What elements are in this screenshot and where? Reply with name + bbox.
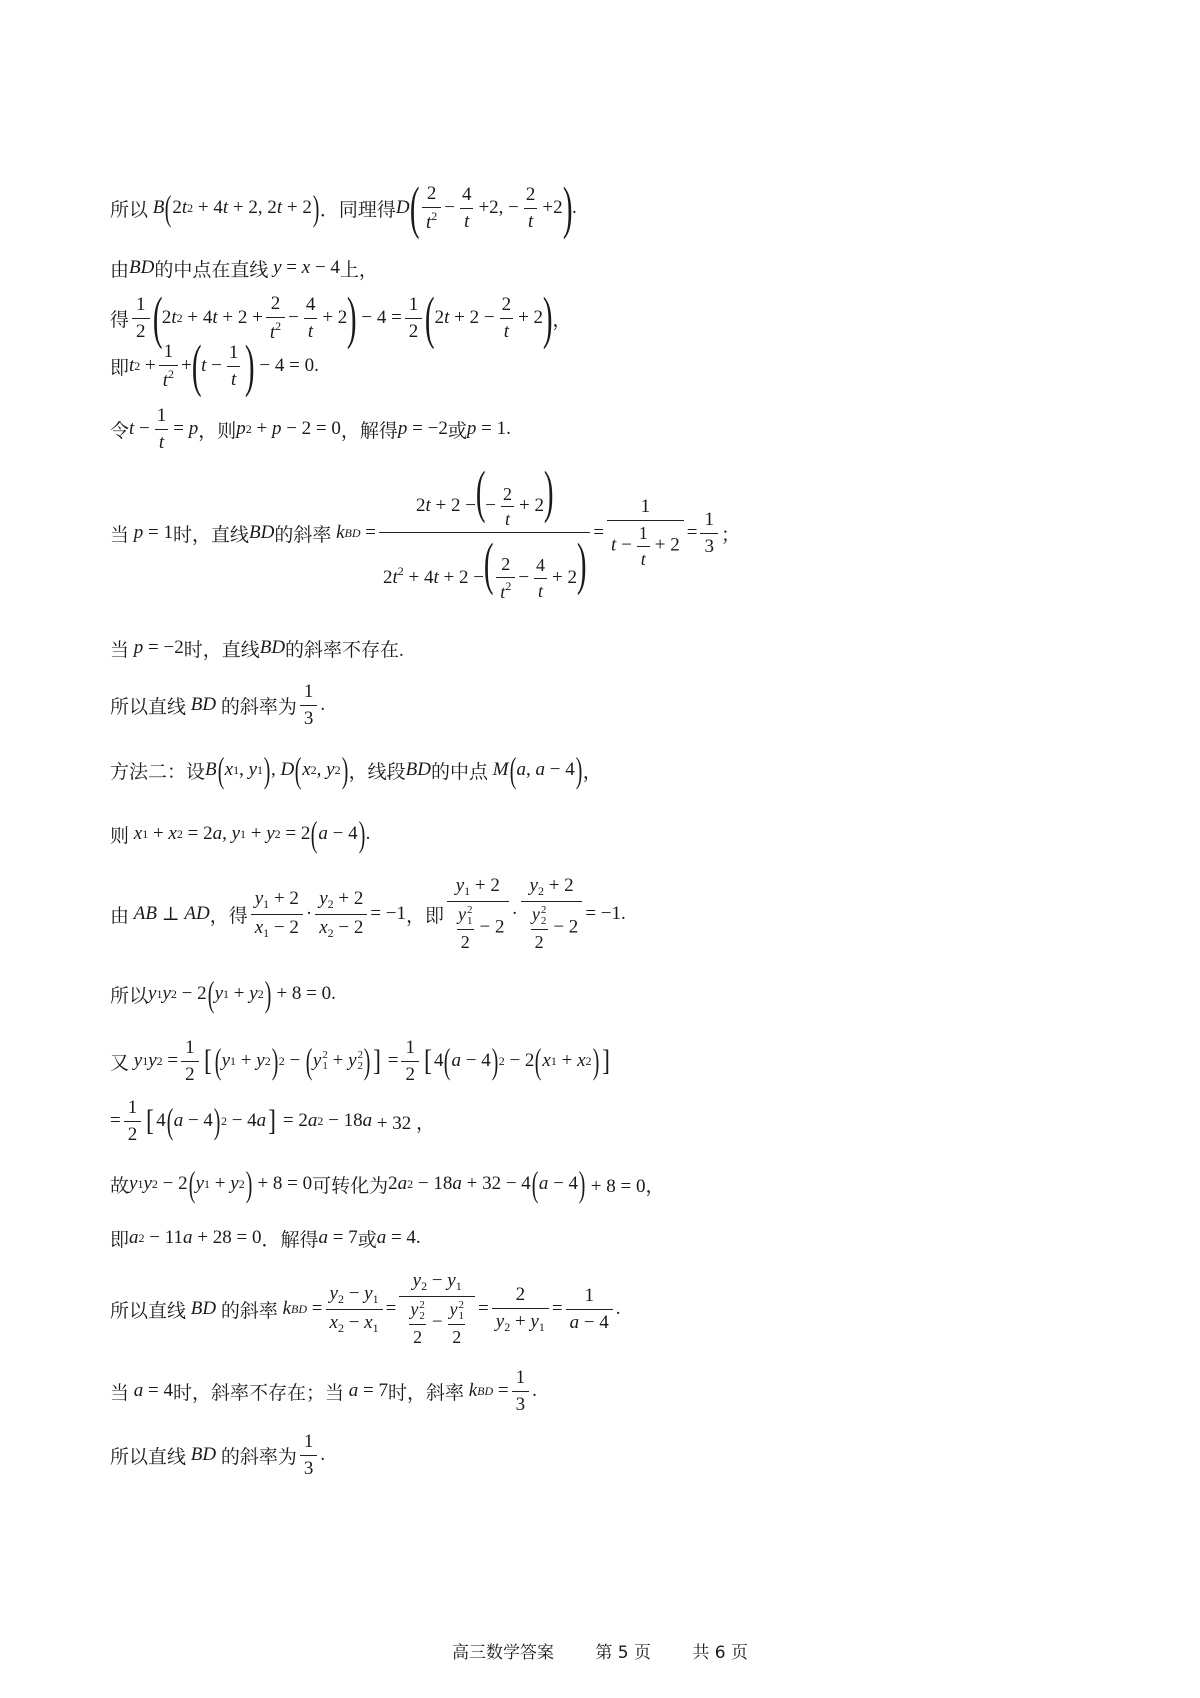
footer-page-number: 第 5 页 [595, 1643, 651, 1663]
line-simplified: 即 t 2 + $\frac{1}{t^2}$ + ( t − $\frac{1}{t}$ ) − 4 = 0. [110, 333, 319, 398]
footer-subject: 高三数学答案 [451, 1643, 554, 1663]
line-product-relation: 所以 y 1 y 2 − 2 ( y 1 + y 2 ) + 8 = 0. [110, 974, 336, 1014]
line-sum-relations: 则 x 1 + x 2 = 2 a , y 1 + y 2 = 2 ( a − 4 ) . [110, 814, 371, 854]
line-product-result: = $\frac{1}{2}$ [ 4 ( a − 4 ) 2 − 4 a ] = 2 a 2 − 18 a + 32 ， [110, 1096, 436, 1145]
line-conclusion-1: 所以直线 BD 的斜率为 $\frac{1}{3}$ . [110, 680, 326, 729]
line-slope-formula: 所以直线 BD 的斜率 k BD = $\frac{y_2 - y_1}{x_2 - x_1}$ = $y_2 - y_1$ y 2 2 2 − y 2 1 2 = $\frac{2}{y_2 + y_1}$ = $\frac{1}{a - 4}$ . [110, 1270, 621, 1347]
line-method-two: 方法二：设 B ( x 1 , y 1 ) , D ( x 2 , y 2 ) ，线段 BD 的中点 M ( a , a − 4 ) ， [110, 750, 602, 790]
line-slope-cases: 当 a = 4 时，斜率不存在；当 a = 7 时，斜率 k BD = $\frac{1}{3}$ . [110, 1366, 537, 1415]
line-substitution: 令 t − $\frac{1}{t}$ = p ，则 p 2 + p − 2 = 0 ，解得 p = −2 或 p = 1. [110, 404, 511, 453]
line-midpoint-statement: 由 BD 的中点在直线 y = x − 4 上， [110, 257, 378, 281]
line-midpoint-equation: 得 $\frac{1}{2}$ ( 2 t 2 + 4 t + 2 + $\frac{2}{t^2}$ − $\frac{4}{t}$ + 2 ) − 4 = $\frac{1}{2}$ ( 2 t + 2 − $\frac{2}{t}$ + 2 ) ， [110, 285, 572, 350]
line-perpendicular: 由 AB ⊥ AD ，得 $\frac{y_1 + 2}{x_1 - 2}$ · $\frac{y_2 + 2}{x_2 - 2}$ = −1 ，即 $y_1 + 2$ y 2 1 2 − 2 · $y_2 + 2$ y 2 2 2 − 2 = −1. [110, 875, 626, 952]
page-footer [0, 1638, 1200, 1663]
line-b-coordinates: 所以 B ( 2 t 2 + 4 t + 2, 2 t + 2 ) ．同理得 D ( $\frac{2}{t^2}$ − $\frac{4}{t}$ +2, − $\frac{2}{t}$ +2 ) . [110, 175, 577, 240]
line-transform: 故 y 1 y 2 − 2 ( y 1 + y 2 ) + 8 = 0 可转化为 2 a 2 − 18 a + 32 − 4 ( a − 4 ) + 8 = 0， [110, 1164, 665, 1204]
line-product-expand: 又 y 1 y 2 = $\frac{1}{2}$ [ ( y 1 + y 2 ) 2 − ( y 2 1 + y 2 2 ) ] = $\frac{1}{2}$ [ 4 ( a − 4 ) 2 − 2 ( x 1 + x 2 ) ] [110, 1036, 610, 1085]
line-slope-p-neg2: 当 p = −2 时，直线 BD 的斜率不存在. [110, 637, 404, 661]
line-conclusion-2: 所以直线 BD 的斜率为 $\frac{1}{3}$ . [110, 1430, 326, 1479]
footer-total-pages: 共 6 页 [692, 1643, 749, 1663]
line-quadratic-a: 即 a 2 − 11 a + 28 = 0 ．解得 a = 7 或 a = 4. [110, 1227, 421, 1251]
line-slope-p1: 当 p = 1 时，直线 BD 的斜率 k BD = 2t + 2 −(− $\frac{2}{t}$ + 2) $2t^2 + 4t + 2$ −( $\frac{2}{t^2}$ − $\frac{4}{t}$ + 2) = 1 t − $\frac{1}{t}$ + 2 = $\frac{1}{3}$ ； [110, 459, 740, 603]
